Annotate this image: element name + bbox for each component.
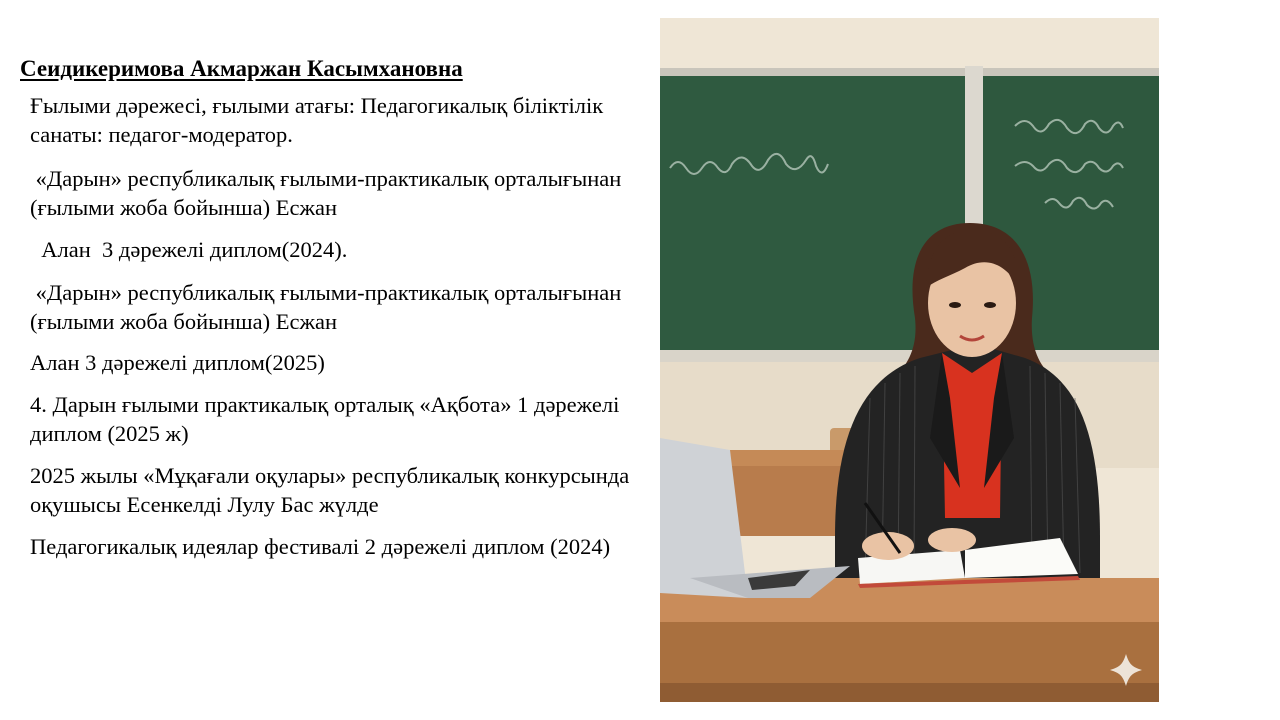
award-text: Педагогикалық идеялар фестивалі 2 дәрежелі диплом (2024) [30,534,611,559]
award-text: «Дарын» республикалық ғылыми-практикалық орталығынан (ғылыми жоба бойынша) Есжан [30,166,627,220]
award-text: «Дарын» республикалық ғылыми-практикалық орталығынан (ғылыми жоба бойынша) Есжан [30,280,627,334]
award-text: Алан 3 дәрежелі диплом(2025) [30,350,325,375]
award-text: Алан 3 дәрежелі диплом(2024). [30,237,348,262]
qualification-text: Ғылыми дәрежесі, ғылыми атағы: Педагогикалық біліктілік санаты: педагог-модератор. [30,93,609,147]
award-text: 2025 жылы «Мұқағали оқулары» республикалық конкурсында оқушысы Есенкелді Лулу Бас жүлде [30,463,635,517]
teacher-name-heading: Сеидикеримова Акмаржан Касымхановна [20,56,463,81]
teacher-photo [660,18,1159,702]
award-text: 4. Дарын ғылыми практикалық орталық «Ақбота» 1 дәрежелі диплом (2025 ж) [30,392,626,446]
